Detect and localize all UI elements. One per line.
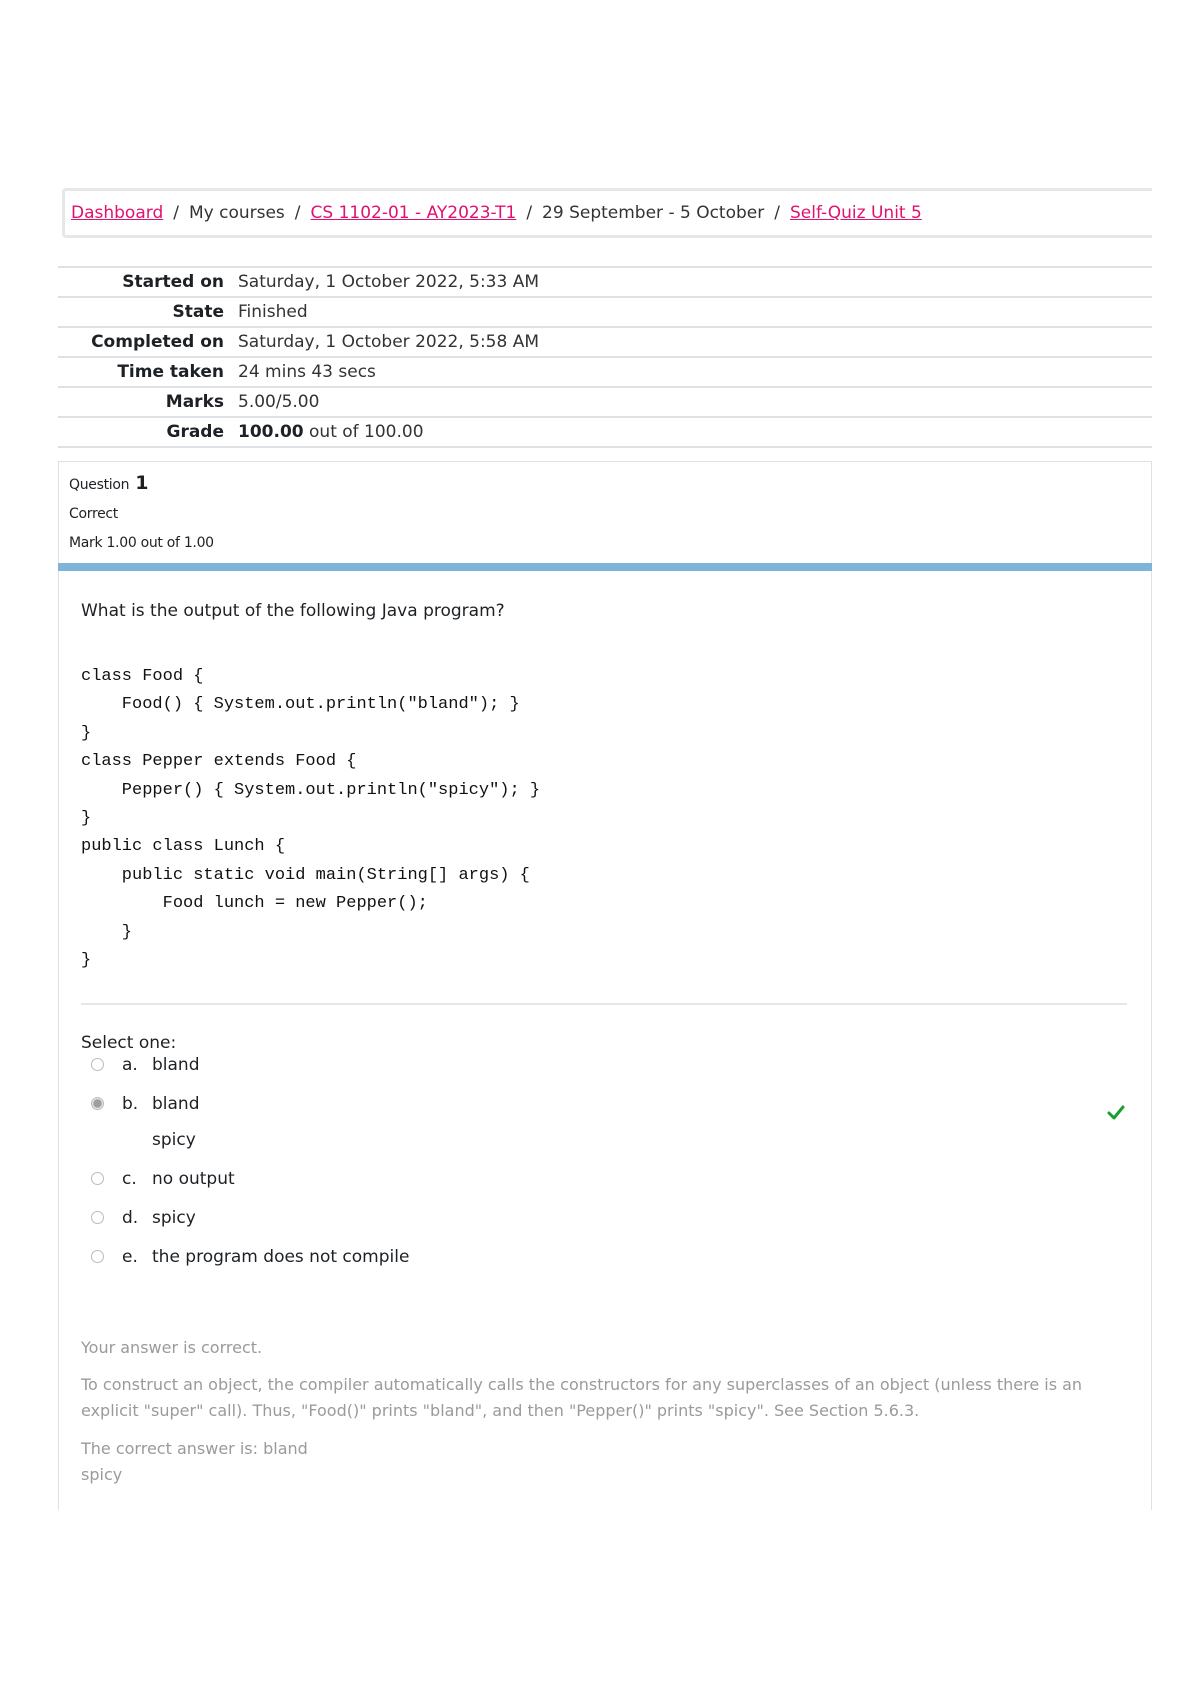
question-mark: Mark 1.00 out of 1.00 xyxy=(69,535,214,551)
option-letter: a. xyxy=(122,1055,138,1075)
feedback-result: Your answer is correct. xyxy=(81,1338,263,1357)
option-text-line: spicy xyxy=(152,1130,196,1150)
breadcrumb-quiz-link[interactable]: Self-Quiz Unit 5 xyxy=(789,203,922,223)
question-number xyxy=(69,472,1151,500)
option-text xyxy=(152,1247,409,1275)
radio-button[interactable] xyxy=(91,1058,104,1071)
option-letter: c. xyxy=(122,1169,137,1189)
summary-label: Marks xyxy=(165,392,224,412)
summary-row-time-taken xyxy=(58,357,1152,387)
breadcrumb-separator: / xyxy=(774,203,780,223)
feedback-explanation: To construct an object, the compiler automatically calls the constructors for any superclasses of an object (unless there is an explicit "super" call). Thus, "Food()" prints "bland", and then "Pepper()" prints "spicy". See Section 5.6.3. xyxy=(81,1375,1083,1420)
option-text-line: bland xyxy=(152,1055,200,1075)
quiz-summary-table xyxy=(58,266,1152,448)
option-text xyxy=(152,1094,200,1158)
question-info-panel xyxy=(58,461,1152,563)
check-icon xyxy=(1107,1103,1125,1121)
option-text-line: no output xyxy=(152,1169,235,1189)
option-letter: e. xyxy=(122,1247,138,1267)
answer-option-b[interactable] xyxy=(91,1094,200,1158)
breadcrumb-separator: / xyxy=(173,203,179,223)
breadcrumb-separator: / xyxy=(294,203,301,223)
grade-out-of: out of 100.00 xyxy=(309,422,424,442)
option-text-line: spicy xyxy=(152,1208,196,1228)
breadcrumb-separator: / xyxy=(526,203,533,223)
code-block: class Food { Food() { System.out.println("bland"); } } class Pepper extends Food { Pepper() { System.out.println("spicy"); } } public class Lunch { public static void main(String[] args) { Food lunch = new Pepper(); } } xyxy=(81,667,541,971)
summary-label: Completed on xyxy=(91,332,224,352)
summary-label: Grade xyxy=(166,422,224,442)
summary-value xyxy=(232,417,1152,447)
radio-button[interactable] xyxy=(91,1211,104,1224)
question-content xyxy=(58,571,1152,1324)
breadcrumb-dashboard-link[interactable]: Dashboard xyxy=(71,203,164,223)
option-text xyxy=(152,1055,200,1083)
summary-row-grade xyxy=(58,417,1152,447)
question-label: Question xyxy=(69,477,130,493)
option-text xyxy=(152,1169,235,1197)
summary-value: 24 mins 43 secs xyxy=(238,362,376,382)
question-number-value: 1 xyxy=(135,472,149,494)
correct-answer xyxy=(81,1436,308,1488)
select-one-label: Select one: xyxy=(81,1033,177,1053)
radio-button[interactable] xyxy=(91,1250,104,1263)
summary-value: Saturday, 1 October 2022, 5:58 AM xyxy=(238,332,540,352)
summary-row-marks xyxy=(58,387,1152,417)
question-text: What is the output of the following Java program? xyxy=(81,601,505,621)
summary-label: Started on xyxy=(122,272,224,292)
answer-option-c[interactable] xyxy=(91,1169,235,1197)
question-status: Correct xyxy=(69,506,118,522)
breadcrumb-week: 29 September - 5 October xyxy=(542,203,765,223)
radio-button-selected[interactable] xyxy=(91,1097,104,1110)
summary-value: Finished xyxy=(238,302,308,322)
summary-row-state xyxy=(58,297,1152,327)
summary-label: Time taken xyxy=(117,362,224,382)
option-text-line: the program does not compile xyxy=(152,1247,410,1267)
summary-row-started xyxy=(58,267,1152,297)
summary-value: 5.00/5.00 xyxy=(238,392,320,412)
summary-value: Saturday, 1 October 2022, 5:33 AM xyxy=(238,272,540,292)
summary-row-completed xyxy=(58,327,1152,357)
divider xyxy=(81,1003,1127,1005)
option-letter: d. xyxy=(122,1208,139,1228)
correct-answer-line: spicy xyxy=(81,1465,123,1484)
answer-option-a[interactable] xyxy=(91,1055,200,1083)
feedback-panel xyxy=(58,1324,1152,1510)
summary-label: State xyxy=(172,302,224,322)
answer-option-d[interactable] xyxy=(91,1208,196,1236)
option-text xyxy=(152,1208,196,1236)
breadcrumb-my-courses: My courses xyxy=(188,203,285,223)
breadcrumb-course-link[interactable]: CS 1102-01 - AY2023-T1 xyxy=(310,203,517,223)
grade-value: 100.00 xyxy=(238,422,304,442)
radio-button[interactable] xyxy=(91,1172,104,1185)
question-header-bar xyxy=(58,563,1152,571)
option-text-line: bland xyxy=(152,1094,200,1114)
correct-answer-line: The correct answer is: bland xyxy=(81,1439,308,1458)
option-letter: b. xyxy=(122,1094,139,1114)
breadcrumb xyxy=(62,188,1152,238)
answer-option-e[interactable] xyxy=(91,1247,409,1275)
